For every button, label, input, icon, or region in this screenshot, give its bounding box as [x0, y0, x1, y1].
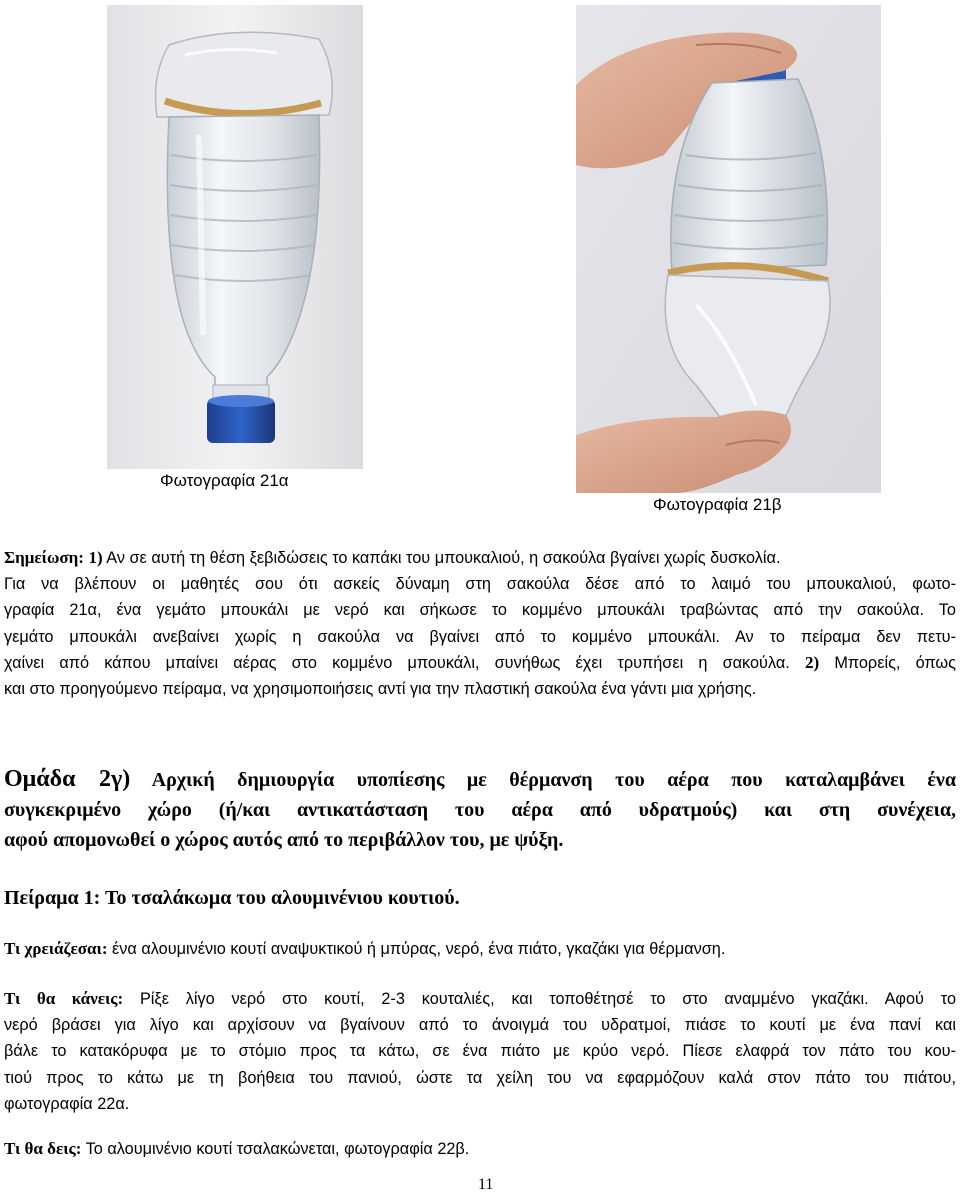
note-line-3: γραφία 21α, ένα γεμάτο μπουκάλι με νερό και σήκωσε το κομμένο μπουκάλι τραβώντας από την σακούλα. Το [4, 601, 956, 620]
group-heading [4, 764, 956, 855]
needs-label: Τι χρειάζεσαι: [4, 939, 108, 958]
todo-line-4: τιού προς το κάτω με τη βοήθεια του πανιού, ώστε τα χείλη του να εφαρμόζουν καλά στον πάτο του πιάτου, [4, 1068, 956, 1087]
photo-21a [107, 5, 363, 469]
see-text: Το αλουμινένιο κουτί τσαλακώνεται, φωτογραφία 22β. [85, 1140, 470, 1158]
photo-21b [576, 5, 881, 493]
group-heading-line-1 [4, 764, 956, 795]
note-text-5: χαίνει από κάπου μπαίνει αέρας στο κομμένο μπουκάλι, συνήθως έχει τρυπήσει η σακούλα. [4, 653, 790, 672]
note-text-1: Αν σε αυτή τη θέση ξεβιδώσεις το καπάκι του μπουκαλιού, η σακούλα βγαίνει χωρίς δυσκολία. [106, 549, 781, 567]
see-label: Τι θα δεις: [4, 1139, 82, 1158]
group-label-text: Ομάδα 2γ) [4, 766, 131, 792]
group-heading-line-2: συγκεκριμένο χώρο (ή/και αντικατάσταση του αέρα από υδρατμούς) και στη συνέχεια, [4, 799, 956, 821]
group-heading-line-3: αφού απομονωθεί ο χώρος αυτός από το περιβάλλον του, με ψύξη. [4, 829, 564, 851]
group-heading-text-1: Αρχική δημιουργία υποπίεσης με θέρμανση του αέρα που καταλαμβάνει ένα [151, 769, 956, 791]
todo-line-3: βάλε το κατακόρυφα με το στόμιο προς τα κάτω, σε ένα πιάτο με κρύο νερό. Πίεσε ελαφρά τον πάτο του κου- [4, 1042, 956, 1061]
note-line-6: και στο προηγούμενο πείραμα, να χρησιμοποιήσεις αντί για την πλαστική σακούλα ένα γάντι μια χρήσης. [4, 680, 757, 699]
photo-21a-caption: Φωτογραφία 21α [160, 471, 289, 490]
todo-line-1 [4, 986, 956, 1012]
todo-line-5: φωτογραφία 22α. [4, 1094, 130, 1113]
todo-paragraph [4, 986, 956, 1117]
hands-pulling-bag-photo [576, 5, 881, 493]
note-number-1: 1) [88, 548, 103, 567]
page-number: 11 [478, 1176, 494, 1193]
note-line-1 [4, 545, 956, 571]
group-label [4, 766, 130, 792]
see-line [4, 1136, 956, 1162]
needs-text: ένα αλουμινένιο κουτί αναψυκτικού ή μπύρας, νερό, ένα πιάτο, γκαζάκι για θέρμανση. [112, 940, 726, 958]
needs-paragraph [4, 936, 956, 962]
note-line-2: Για να βλέπουν οι μαθητές σου ότι ασκείς δύναμη στη σακούλα δέσε από το λαιμό του μπουκαλιού, φωτο- [4, 575, 956, 594]
needs-line [4, 936, 956, 962]
todo-label: Τι θα κάνεις: [4, 989, 124, 1008]
bottle-with-bag-photo [107, 5, 363, 469]
note-text-5b: Μπορείς, όπως [834, 653, 956, 672]
note-label: Σημείωση: [4, 548, 84, 567]
note-paragraph [4, 545, 956, 702]
todo-line-2: νερό βράσει για λίγο και αρχίσουν να βγαίνουν από το άνοιγμά του υδρατμοί, πιάσε το κουτί με ένα πανί και [4, 1016, 956, 1035]
note-line-5 [4, 650, 956, 676]
experiment-title: Πείραμα 1: Το τσαλάκωμα του αλουμινένιου κουτιού. [4, 887, 460, 909]
see-paragraph [4, 1136, 956, 1162]
todo-text-1: Ρίξε λίγο νερό στο κουτί, 2-3 κουταλιές, και τοποθέτησέ το στο αναμμένο γκαζάκι. Αφού το [139, 990, 957, 1008]
photo-21b-caption: Φωτογραφία 21β [653, 495, 782, 514]
note-line-4: γεμάτο μπουκάλι ανεβαίνει χωρίς η σακούλα να βγαίνει από το κομμένο μπουκάλι. Αν το πείραμα δεν πετυ- [4, 627, 956, 646]
note-number-2: 2) [804, 652, 820, 672]
